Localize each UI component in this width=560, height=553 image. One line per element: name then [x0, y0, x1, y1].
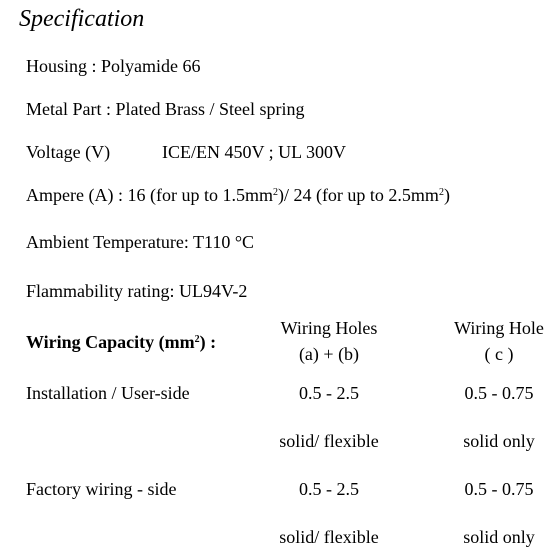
spec-ambient-temperature: Ambient Temperature: T110 °C	[26, 232, 255, 252]
col2-header-line2: ( c )	[484, 344, 514, 364]
spec-voltage-label: Voltage (V)	[26, 142, 111, 162]
wiring-capacity-text-a: Wiring Capacity (mm	[26, 332, 195, 352]
wiring-capacity-label	[26, 332, 216, 353]
row-factory-col2-type: solid only	[463, 527, 535, 547]
row-factory-col2-value: 0.5 - 0.75	[464, 479, 534, 499]
spec-housing: Housing : Polyamide 66	[26, 56, 201, 76]
spec-flammability: Flammability rating: UL94V-2	[26, 281, 248, 301]
wiring-capacity-sup: 2	[194, 334, 200, 345]
row-installation-col2-type: solid only	[463, 431, 535, 451]
row-label-installation: Installation / User-side	[26, 383, 190, 403]
row-installation-col2-value: 0.5 - 0.75	[464, 383, 534, 403]
spec-metal-part: Metal Part : Plated Brass / Steel spring	[26, 99, 305, 119]
ampere-sup-1: 2	[272, 187, 278, 198]
ampere-text-a: Ampere (A) : 16 (for up to 1.5mm	[26, 185, 273, 205]
spec-voltage-value: ICE/EN 450V ; UL 300V	[162, 142, 346, 162]
row-installation-col1-value: 0.5 - 2.5	[299, 383, 359, 403]
row-factory-col1-type: solid/ flexible	[279, 527, 379, 547]
col1-header-line2: (a) + (b)	[298, 344, 360, 364]
row-factory-col1-value: 0.5 - 2.5	[299, 479, 359, 499]
col2-header-line1: Wiring Hole	[454, 318, 544, 338]
row-label-factory: Factory wiring - side	[26, 479, 177, 499]
ampere-sup-2: 2	[438, 187, 444, 198]
ampere-text-c: )	[443, 185, 450, 205]
spec-ampere	[26, 185, 450, 206]
row-installation-col1-type: solid/ flexible	[279, 431, 379, 451]
page-title: Specification	[19, 6, 145, 32]
col1-header-line1: Wiring Holes	[280, 318, 378, 338]
ampere-text-b: )/ 24 (for up to 2.5mm	[277, 185, 439, 205]
wiring-capacity-text-b: ) :	[199, 332, 217, 352]
